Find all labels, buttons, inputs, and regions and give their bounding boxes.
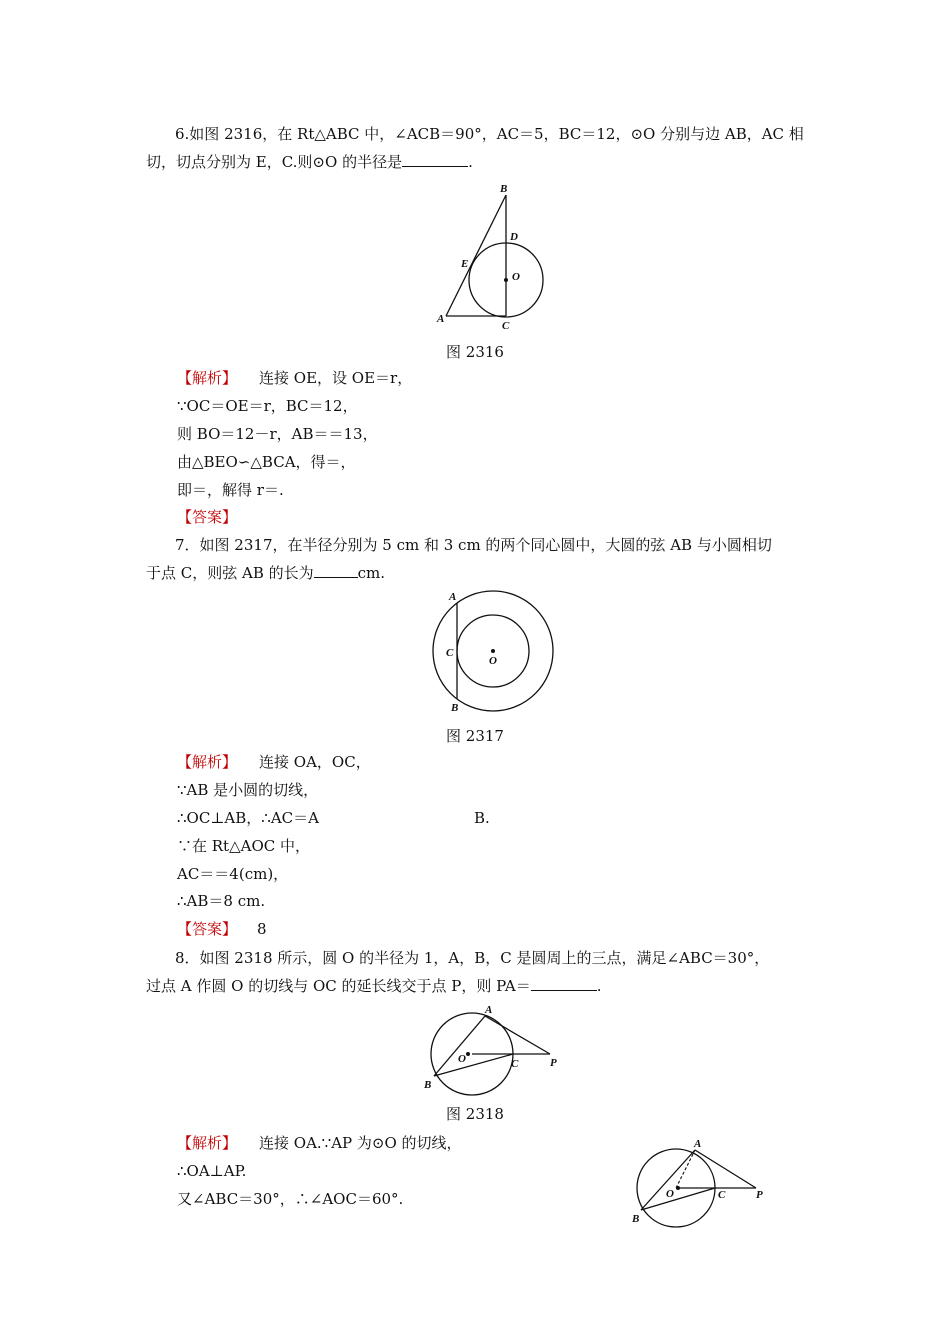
q8-answer-blank — [531, 976, 597, 991]
fig2318b-segment-bc — [641, 1188, 715, 1210]
fig2318b-label-a: A — [694, 1138, 702, 1150]
q7-answer-line — [177, 919, 267, 939]
figure-2317 — [425, 585, 565, 715]
q7-analysis-line5: AC＝＝4(cm)， — [177, 865, 289, 883]
fig2318-label-a: A — [485, 1004, 493, 1016]
fig2317-label-a: A — [449, 591, 457, 603]
figure-2316 — [430, 178, 560, 338]
fig2318b-label-b: B — [632, 1213, 640, 1225]
q7-analysis-line6: ∴AB＝8 cm. — [177, 892, 266, 910]
q8-stem-text: 过点 A 作圆 O 的切线与 OC 的延长线交于点 P，则 PA＝ — [146, 977, 531, 995]
fig2318b-label-p: P — [756, 1189, 763, 1201]
q6-analysis-line5: 即＝，解得 r＝. — [177, 481, 284, 499]
fig2318-label-b: B — [424, 1079, 432, 1091]
q6-analysis-tag: 【解析】 — [177, 369, 238, 387]
q7-analysis-line4: ∵在 Rt△AOC 中， — [177, 837, 311, 855]
fig2318b-label-o: O — [666, 1188, 674, 1200]
q7-stem-line1: 7．如图 2317，在半径分别为 5 cm 和 3 cm 的两个同心圆中，大圆的弦 AB 与小圆相切 — [175, 536, 772, 554]
q7-analysis-line1 — [177, 752, 371, 772]
q7-answer-tag: 【答案】 — [177, 920, 238, 938]
fig2318b-center-dot — [676, 1186, 680, 1190]
q6-analysis-line1 — [177, 368, 412, 388]
q7-analysis-line3b: B. — [474, 809, 490, 827]
fig2318b-segment-oa-dashed — [676, 1150, 695, 1188]
q8-analysis-tag: 【解析】 — [177, 1134, 238, 1152]
q7-stem-unit: cm. — [357, 564, 386, 582]
fig2316-label-d: D — [510, 231, 518, 243]
fig2316-center-dot — [504, 278, 508, 282]
q6-stem-text: 切，切点分别为 E，C.则⊙O 的半径是 — [146, 153, 403, 171]
q6-figure-caption: 图 2316 — [446, 343, 504, 361]
fig2316-label-o: O — [512, 271, 520, 283]
fig2318-segment-ba — [434, 1016, 485, 1076]
q8-analysis-line2: ∴OA⊥AP. — [177, 1162, 247, 1180]
q8-stem-end: . — [596, 977, 602, 995]
q7-analysis-line3a: ∴OC⊥AB，∴AC＝A — [177, 809, 319, 827]
fig2318-label-c: C — [511, 1058, 519, 1070]
q8-analysis-line1 — [177, 1133, 462, 1153]
q6-analysis-line2: ∵OC＝OE＝r，BC＝12， — [177, 397, 358, 415]
q7-answer-value: 8 — [257, 920, 267, 938]
q8-analysis-text1: 连接 OA.∵AP 为⊙O 的切线， — [259, 1134, 462, 1152]
q6-stem-line2 — [146, 152, 473, 172]
q6-stem-line1: 6.如图 2316，在 Rt△ABC 中，∠ACB＝90°，AC＝5，BC＝12，⊙O 分别与边 AB，AC 相 — [175, 125, 804, 143]
fig2317-label-o: O — [489, 655, 497, 667]
fig2316-label-b: B — [500, 183, 508, 195]
fig2318-center-dot — [466, 1052, 470, 1056]
fig2316-label-e: E — [461, 258, 469, 270]
q8-stem-line2 — [146, 976, 601, 996]
q6-answer-tag: 【答案】 — [177, 508, 238, 526]
fig2318b-label-c: C — [718, 1189, 726, 1201]
q7-stem-line2 — [146, 563, 385, 583]
q7-figure-caption: 图 2317 — [446, 727, 504, 745]
fig2317-center-dot — [491, 649, 495, 653]
figure-2318-solution — [628, 1130, 778, 1230]
fig2316-segment-ab — [446, 195, 506, 316]
q7-analysis-text1: 连接 OA，OC， — [259, 753, 371, 771]
q6-analysis-text1: 连接 OE，设 OE＝r， — [259, 369, 413, 387]
q6-analysis-line4: 由△BEO∽△BCA，得＝， — [177, 453, 356, 471]
fig2317-label-b: B — [451, 702, 459, 714]
q7-stem-text: 于点 C，则弦 AB 的长为 — [146, 564, 314, 582]
q7-answer-blank — [314, 563, 358, 578]
fig2317-label-c: C — [446, 647, 454, 659]
fig2318-label-p: P — [550, 1057, 557, 1069]
figure-2318 — [420, 1000, 570, 1095]
fig2318-segment-ap — [485, 1016, 550, 1054]
fig2316-label-c: C — [502, 320, 510, 332]
q6-stem-end: . — [468, 153, 473, 171]
q6-analysis-line3: 则 BO＝12－r，AB＝＝13， — [177, 425, 378, 443]
q8-stem-line1: 8．如图 2318 所示，圆 O 的半径为 1，A，B，C 是圆周上的三点，满足∠ABC＝30°， — [175, 949, 770, 967]
fig2318-segment-bc — [434, 1054, 513, 1076]
q8-analysis-line3: 又∠ABC＝30°，∴∠AOC＝60°. — [177, 1190, 404, 1208]
q7-analysis-line2: ∵AB 是小圆的切线， — [177, 781, 319, 799]
fig2316-label-a: A — [437, 313, 445, 325]
q8-figure-caption: 图 2318 — [446, 1105, 504, 1123]
q6-answer-blank — [402, 152, 468, 167]
fig2318-label-o: O — [458, 1053, 466, 1065]
fig2318b-segment-ap — [695, 1150, 756, 1188]
q7-analysis-tag: 【解析】 — [177, 753, 238, 771]
